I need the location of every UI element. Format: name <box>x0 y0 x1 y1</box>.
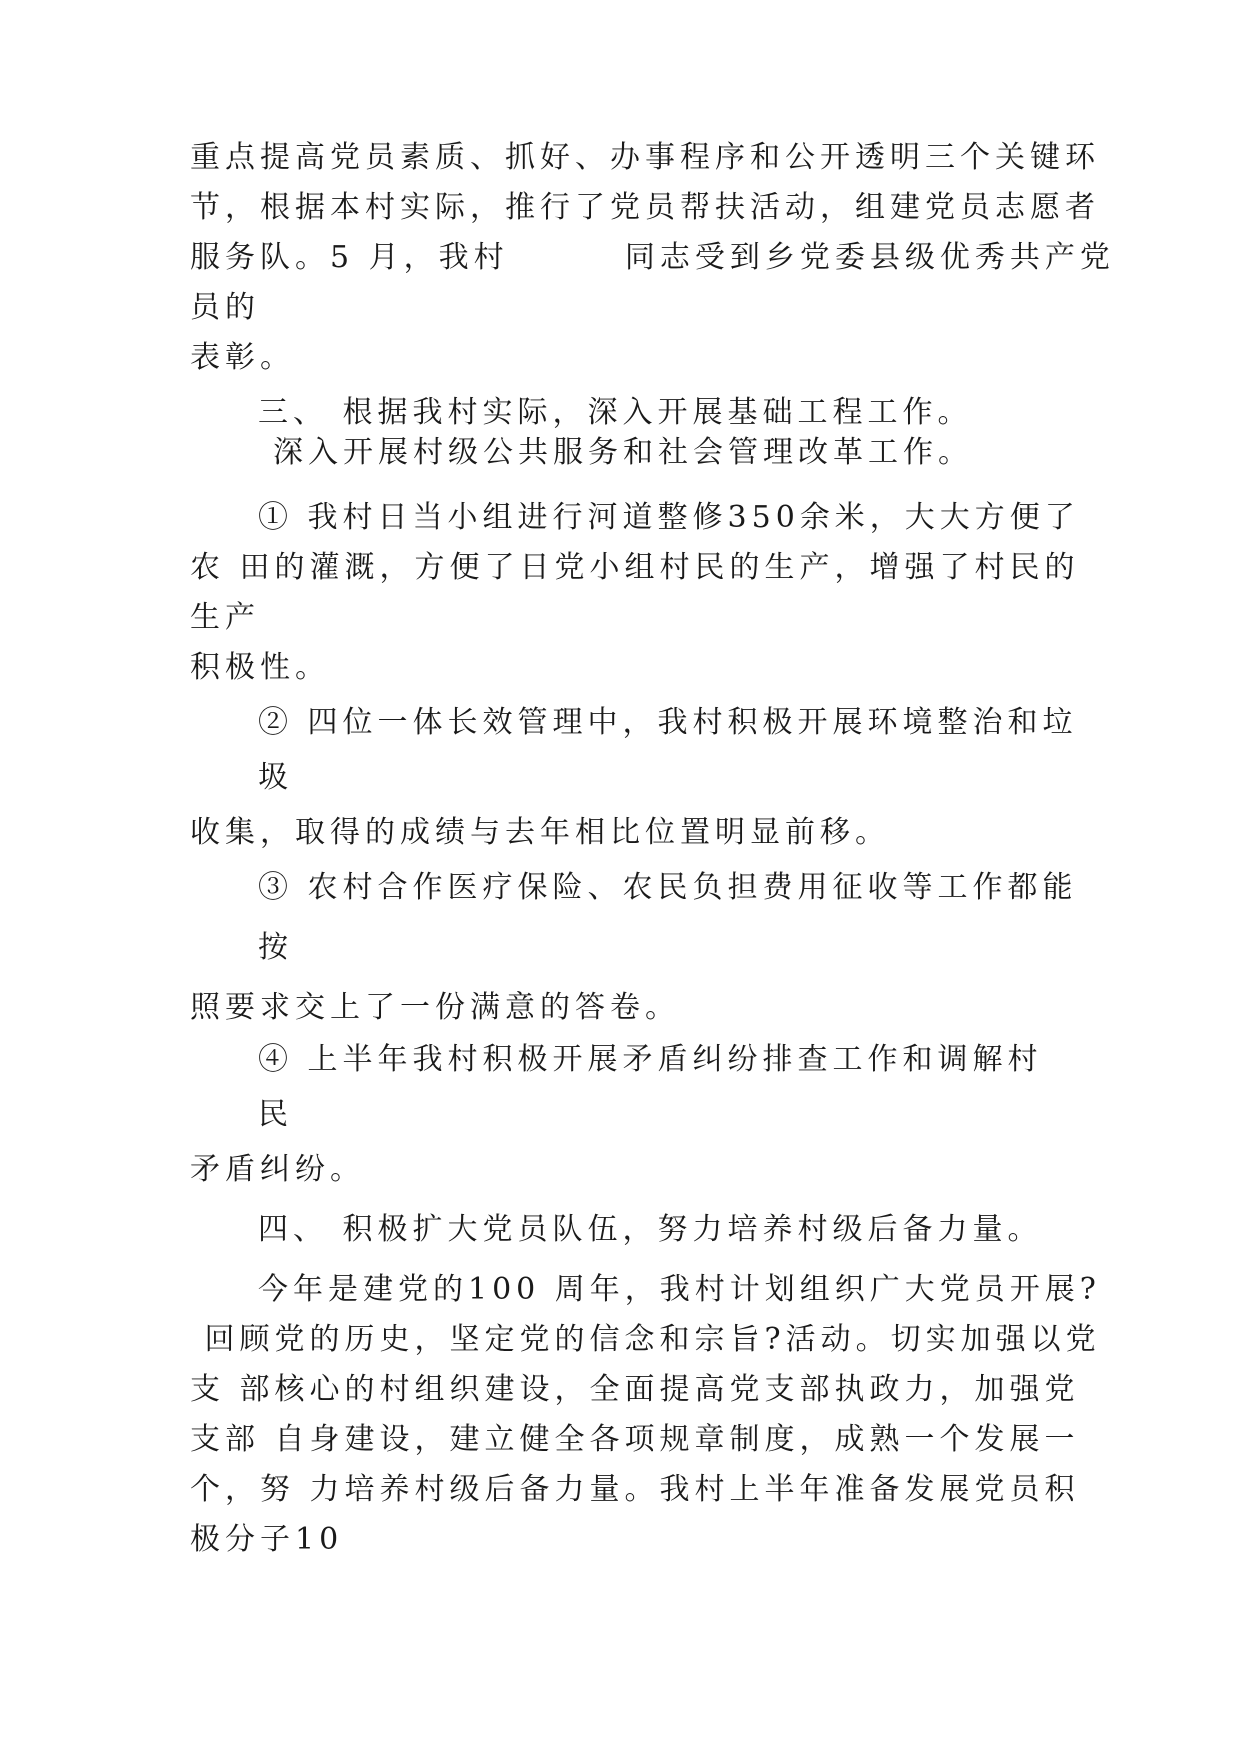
text-line: 积极性。 <box>190 650 330 685</box>
text-line: 员的 <box>190 290 260 325</box>
list-item-3: ③ 农村合作医疗保险、农民负担费用征收等工作都能 <box>258 870 1078 905</box>
list-item-1: ① 我村日当小组进行河道整修350余米，大大方便了 <box>258 500 1080 535</box>
paragraph-line: 极分子10 <box>190 1522 344 1557</box>
list-item-4: ④ 上半年我村积极开展矛盾纠纷排查工作和调解村 <box>258 1042 1043 1077</box>
text-line: 圾 <box>258 760 293 795</box>
text-line: 照要求交上了一份满意的答卷。 <box>190 990 680 1025</box>
text-line: 生产 <box>190 600 260 635</box>
text-line: 表彰。 <box>190 340 295 375</box>
list-item-2: ② 四位一体长效管理中，我村积极开展环境整治和垃 <box>258 705 1078 740</box>
paragraph-line: 支部 自身建设，建立健全各项规章制度，成熟一个发展一 <box>190 1422 1080 1457</box>
paragraph-line: 个，努 力培养村级后备力量。我村上半年准备发展党员积 <box>190 1472 1080 1507</box>
text-line: 矛盾纠纷。 <box>190 1152 365 1187</box>
paragraph-line: 支 部核心的村组织建设，全面提高党支部执政力，加强党 <box>190 1372 1080 1407</box>
section-heading-3: 三、 根据我村实际，深入开展基础工程工作。 <box>258 395 973 430</box>
paragraph-line: 今年是建党的100 周年，我村计划组织广大党员开展? <box>258 1272 1101 1307</box>
paragraph-line: 回顾党的历史，坚定党的信念和宗旨?活动。切实加强以党 <box>190 1322 1101 1357</box>
text-line: 农 田的灌溉，方便了日党小组村民的生产，增强了村民的 <box>190 550 1080 585</box>
text-line: 按 <box>258 930 293 965</box>
text-line: 重点提高党员素质、抓好、办事程序和公开透明三个关键环 <box>190 140 1100 175</box>
text-line: 节，根据本村实际，推行了党员帮扶活动，组建党员志愿者 <box>190 190 1100 225</box>
subheading: 深入开展村级公共服务和社会管理改革工作。 <box>273 435 973 470</box>
section-heading-4: 四、 积极扩大党员队伍，努力培养村级后备力量。 <box>258 1212 1043 1247</box>
text-line: 服务队。5 月，我村 同志受到乡党委县级优秀共产党 <box>190 240 1115 275</box>
text-line: 收集，取得的成绩与去年相比位置明显前移。 <box>190 815 890 850</box>
text-line: 民 <box>258 1097 293 1132</box>
